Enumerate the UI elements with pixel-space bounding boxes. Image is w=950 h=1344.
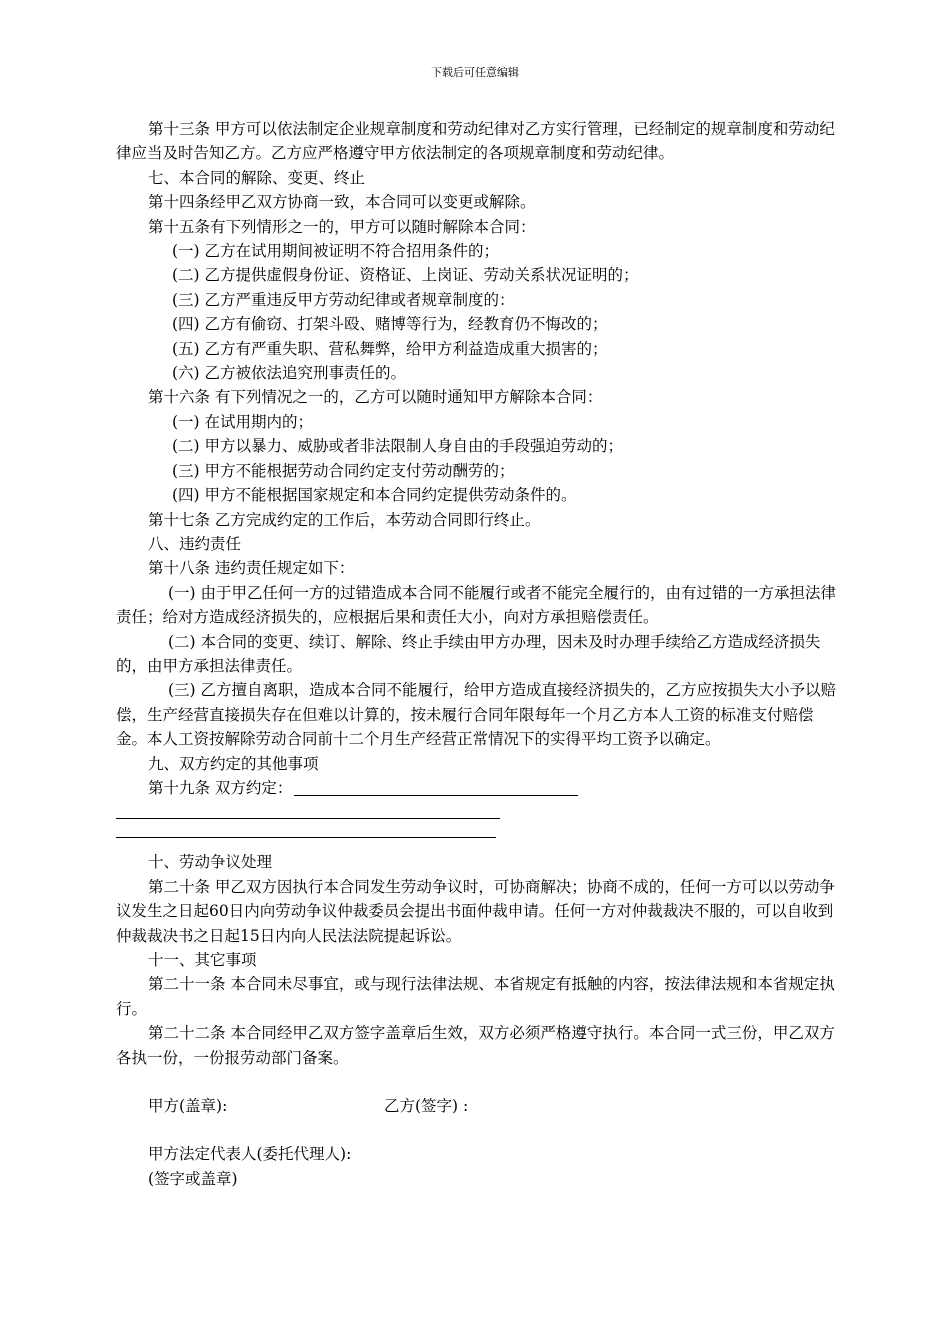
article-19: 第十九条 双方约定： xyxy=(148,778,293,797)
spacer xyxy=(116,1118,843,1142)
article-16-title: 第十六条 有下列情况之一的，乙方可以随时通知甲方解除本合同： xyxy=(148,388,603,407)
spacer xyxy=(116,1070,843,1094)
party-b-sign-label: 乙方(签字) : xyxy=(384,1097,469,1116)
article-13: 第十三条 甲方可以依法制定企业规章制度和劳动纪律对乙方实行管理，已经制定的规章制度和劳动纪律应当及时告知乙方。乙方应严格遵守甲方依法制定的各项规章制度和劳动纪律。 xyxy=(116,120,835,163)
agreement-blank-2[interactable] xyxy=(116,800,500,819)
contract-page xyxy=(116,117,843,1191)
article-20: 第二十条 甲乙双方因执行本合同发生劳动争议时，可协商解决；协商不成的，任何一方可以以劳动争议发生之日起60日内向劳动争议仲裁委员会提出书面仲裁申请。任何一方对仲裁裁决不服的，可以自收到仲裁裁决书之日起15日内向人民法法院提起诉讼。 xyxy=(116,877,835,945)
spacer xyxy=(116,838,843,850)
article-17: 第十七条 乙方完成约定的工作后，本劳动合同即行终止。 xyxy=(148,510,541,529)
section-11-heading: 十一、其它事项 xyxy=(148,951,257,969)
sign-or-seal-label: (签字或盖章) xyxy=(148,1169,238,1188)
party-a-seal-label: 甲方(盖章): xyxy=(148,1097,228,1116)
legal-representative-label: 甲方法定代表人(委托代理人): xyxy=(148,1145,352,1164)
article-16-item: (一) 在试用期内的； xyxy=(172,412,314,431)
section-7-heading: 七、本合同的解除、变更、终止 xyxy=(148,168,366,187)
article-15-title: 第十五条有下列情形之一的，甲方可以随时解除本合同： xyxy=(148,217,536,236)
agreement-blank-3[interactable] xyxy=(116,819,496,838)
article-19-line xyxy=(116,776,843,800)
agreement-blank-1[interactable] xyxy=(294,779,578,796)
article-15-item: (六) 乙方被依法追究刑事责任的。 xyxy=(172,364,407,383)
article-22: 第二十二条 本合同经甲乙双方签字盖章后生效，双方必须严格遵守执行。本合同一式三份，甲乙双方各执一份，一份报劳动部门备案。 xyxy=(116,1024,835,1067)
article-18-item: (一) 由于甲乙任何一方的过错造成本合同不能履行或者不能完全履行的，由有过错的一方承担法律责任；给对方造成经济损失的，应根据后果和责任大小，向对方承担赔偿责任。 xyxy=(116,583,837,627)
article-15-item: (四) 乙方有偷窃、打架斗殴、赌博等行为，经教育仍不悔改的； xyxy=(172,315,608,334)
page-header-note: 下载后可任意编辑 xyxy=(431,66,519,79)
article-18-item: (二) 本合同的变更、续订、解除、终止手续由甲方办理，因未及时办理手续给乙方造成经济损失的，由甲方承担法律责任。 xyxy=(116,632,821,675)
article-16-item: (二) 甲方以暴力、威胁或者非法限制人身自由的手段强迫劳动的； xyxy=(172,437,624,456)
article-16-item: (三) 甲方不能根据劳动合同约定支付劳动酬劳的； xyxy=(172,461,515,480)
article-15-item: (三) 乙方严重违反甲方劳动纪律或者规章制度的： xyxy=(172,290,515,309)
article-16-item: (四) 甲方不能根据国家规定和本合同约定提供劳动条件的。 xyxy=(172,486,577,505)
article-21: 第二十一条 本合同未尽事宜，或与现行法律法规、本省规定有抵触的内容，按法律法规和本省规定执行。 xyxy=(116,975,835,1018)
article-18-title: 第十八条 违约责任规定如下： xyxy=(148,559,355,578)
signature-row xyxy=(116,1094,843,1118)
section-10-heading: 十、劳动争议处理 xyxy=(148,853,273,872)
section-8-heading: 八、违约责任 xyxy=(148,534,242,553)
article-14: 第十四条经甲乙双方协商一致，本合同可以变更或解除。 xyxy=(148,193,536,212)
section-9-heading: 九、双方约定的其他事项 xyxy=(148,754,319,773)
article-18-item: (三) 乙方擅自离职，造成本合同不能履行，给甲方造成直接经济损失的，乙方应按损失大小予以赔偿，生产经营直接损失存在但难以计算的，按未履行合同年限每年一个月乙方本人工资的标准支付赔偿金。本人工资按解除劳动合同前十二个月生产经营正常情况下的实得平均工资予以确定。 xyxy=(116,681,837,749)
article-15-item: (二) 乙方提供虚假身份证、资格证、上岗证、劳动关系状况证明的； xyxy=(172,266,639,285)
article-15-item: (五) 乙方有严重失职、营私舞弊，给甲方利益造成重大损害的； xyxy=(172,339,608,358)
article-15-item: (一) 乙方在试用期间被证明不符合招用条件的； xyxy=(172,242,500,261)
